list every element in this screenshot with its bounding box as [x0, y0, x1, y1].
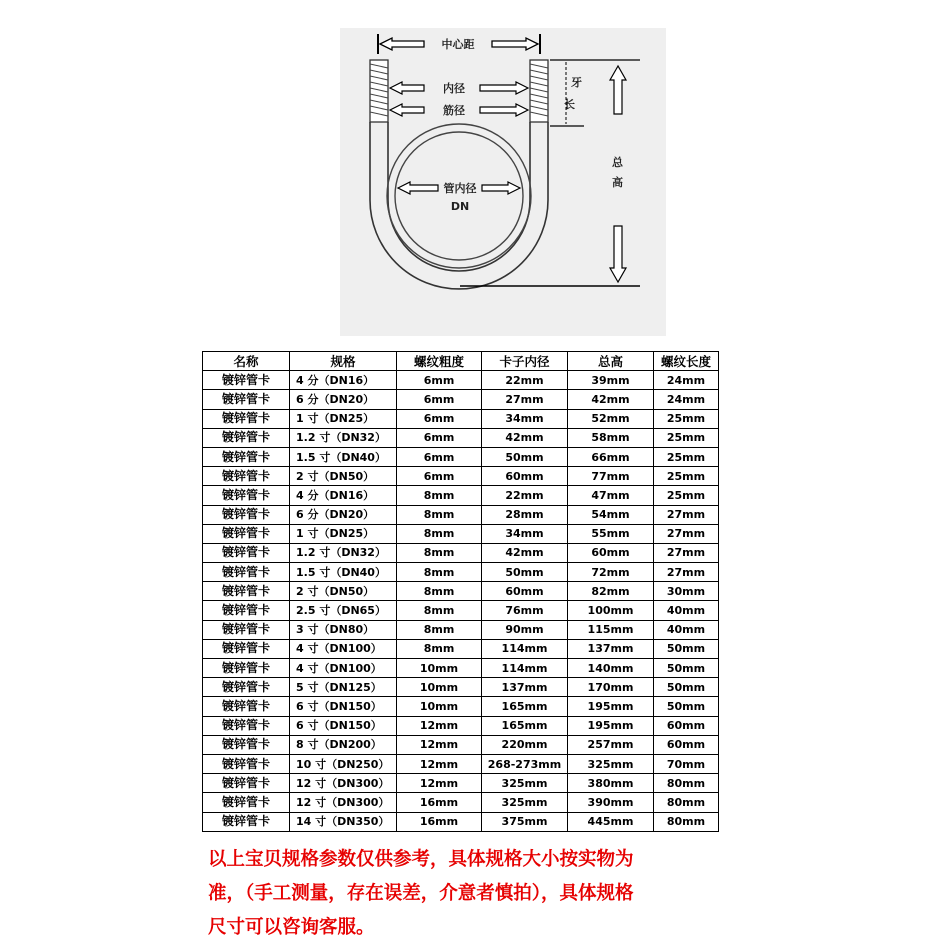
total-height-cell: 55mm	[568, 524, 654, 543]
spec-cell: 1.5 寸（DN40）	[290, 563, 397, 582]
total-height-cell: 380mm	[568, 774, 654, 793]
spec-cell: 12 寸（DN300）	[290, 793, 397, 812]
inner-diameter-cell: 60mm	[482, 467, 568, 486]
inner-diameter-cell: 165mm	[482, 716, 568, 735]
table-row	[203, 735, 719, 754]
inner-diameter-cell: 28mm	[482, 505, 568, 524]
thread-length-cell: 50mm	[654, 659, 719, 678]
name-cell: 镀锌管卡	[203, 467, 290, 486]
total-height-cell: 257mm	[568, 735, 654, 754]
table-row	[203, 505, 719, 524]
total-height-cell: 42mm	[568, 390, 654, 409]
thread-diameter-cell: 6mm	[397, 390, 482, 409]
name-cell: 镀锌管卡	[203, 793, 290, 812]
total-height-cell: 115mm	[568, 620, 654, 639]
total-height-cell: 445mm	[568, 812, 654, 831]
table-row	[203, 563, 719, 582]
rod-diameter-label: 筋径	[443, 104, 465, 117]
thread-diameter-cell: 6mm	[397, 447, 482, 466]
inner-diameter-cell: 114mm	[482, 639, 568, 658]
thread-diameter-cell: 12mm	[397, 735, 482, 754]
thread-diameter-cell: 10mm	[397, 678, 482, 697]
table-row	[203, 467, 719, 486]
spec-cell: 4 分（DN16）	[290, 486, 397, 505]
name-cell: 镀锌管卡	[203, 582, 290, 601]
spec-cell: 4 分（DN16）	[290, 371, 397, 390]
spec-cell: 6 分（DN20）	[290, 390, 397, 409]
name-cell: 镀锌管卡	[203, 505, 290, 524]
table-row	[203, 390, 719, 409]
thread-diameter-cell: 10mm	[397, 659, 482, 678]
inner-diameter-cell: 325mm	[482, 793, 568, 812]
thread-diameter-cell: 12mm	[397, 754, 482, 773]
thread-diameter-cell: 6mm	[397, 409, 482, 428]
table-row	[203, 716, 719, 735]
inner-diameter-cell: 114mm	[482, 659, 568, 678]
thread-length-cell: 27mm	[654, 563, 719, 582]
name-cell: 镀锌管卡	[203, 639, 290, 658]
inner-diameter-cell: 50mm	[482, 447, 568, 466]
spec-table-header	[203, 352, 719, 371]
table-row	[203, 428, 719, 447]
u-bolt-diagram	[340, 28, 666, 336]
spec-cell: 2 寸（DN50）	[290, 582, 397, 601]
inner-diameter-cell: 42mm	[482, 428, 568, 447]
table-row	[203, 812, 719, 831]
spec-cell: 14 寸（DN350）	[290, 812, 397, 831]
table-row	[203, 678, 719, 697]
thread-diameter-cell: 8mm	[397, 543, 482, 562]
thread-diameter-cell: 8mm	[397, 505, 482, 524]
thread-length-cell: 70mm	[654, 754, 719, 773]
total-height-cell: 390mm	[568, 793, 654, 812]
note-line-2: 准，（手工测量，存在误差，介意者慎拍），具体规格	[208, 883, 634, 904]
inner-diameter-label: 内径	[443, 82, 465, 95]
thread-length-cell: 50mm	[654, 678, 719, 697]
thread-length-cell: 80mm	[654, 774, 719, 793]
table-row	[203, 639, 719, 658]
name-cell: 镀锌管卡	[203, 524, 290, 543]
total-height-cell: 39mm	[568, 371, 654, 390]
name-cell: 镀锌管卡	[203, 754, 290, 773]
inner-diameter-cell: 137mm	[482, 678, 568, 697]
total-height-cell: 60mm	[568, 543, 654, 562]
inner-diameter-cell: 165mm	[482, 697, 568, 716]
thread-length-cell: 24mm	[654, 371, 719, 390]
table-row	[203, 697, 719, 716]
spec-cell: 8 寸（DN200）	[290, 735, 397, 754]
spec-cell: 2 寸（DN50）	[290, 467, 397, 486]
table-row	[203, 659, 719, 678]
total-height-cell: 66mm	[568, 447, 654, 466]
inner-diameter-cell: 34mm	[482, 524, 568, 543]
inner-diameter-cell: 268-273mm	[482, 754, 568, 773]
total-height-cell: 170mm	[568, 678, 654, 697]
total-height-label-1: 总	[612, 156, 623, 169]
spec-cell: 12 寸（DN300）	[290, 774, 397, 793]
total-height-cell: 195mm	[568, 716, 654, 735]
u-bolt-drawing	[340, 28, 666, 336]
table-row	[203, 620, 719, 639]
thread-diameter-cell: 10mm	[397, 697, 482, 716]
table-row	[203, 543, 719, 562]
inner-diameter-cell: 22mm	[482, 371, 568, 390]
total-height-cell: 325mm	[568, 754, 654, 773]
name-cell: 镀锌管卡	[203, 390, 290, 409]
thread-length-cell: 80mm	[654, 793, 719, 812]
thread-diameter-cell: 16mm	[397, 812, 482, 831]
spec-cell: 4 寸（DN100）	[290, 659, 397, 678]
spec-cell: 5 寸（DN125）	[290, 678, 397, 697]
total-height-cell: 52mm	[568, 409, 654, 428]
table-row	[203, 447, 719, 466]
column-header: 总高	[568, 352, 654, 371]
thread-diameter-cell: 8mm	[397, 524, 482, 543]
spec-cell: 1.5 寸（DN40）	[290, 447, 397, 466]
inner-diameter-cell: 220mm	[482, 735, 568, 754]
table-row	[203, 582, 719, 601]
thread-length-cell: 27mm	[654, 543, 719, 562]
thread-length-cell: 24mm	[654, 390, 719, 409]
thread-length-cell: 40mm	[654, 620, 719, 639]
thread-diameter-cell: 8mm	[397, 601, 482, 620]
inner-diameter-cell: 90mm	[482, 620, 568, 639]
total-height-cell: 82mm	[568, 582, 654, 601]
thread-length-cell: 27mm	[654, 505, 719, 524]
column-header: 规格	[290, 352, 397, 371]
spec-cell: 6 寸（DN150）	[290, 716, 397, 735]
table-row	[203, 486, 719, 505]
table-row	[203, 524, 719, 543]
column-header: 名称	[203, 352, 290, 371]
inner-diameter-cell: 22mm	[482, 486, 568, 505]
name-cell: 镀锌管卡	[203, 678, 290, 697]
name-cell: 镀锌管卡	[203, 601, 290, 620]
inner-diameter-cell: 42mm	[482, 543, 568, 562]
name-cell: 镀锌管卡	[203, 659, 290, 678]
total-height-cell: 137mm	[568, 639, 654, 658]
thread-diameter-cell: 6mm	[397, 428, 482, 447]
name-cell: 镀锌管卡	[203, 409, 290, 428]
thread-diameter-cell: 6mm	[397, 467, 482, 486]
inner-diameter-cell: 34mm	[482, 409, 568, 428]
name-cell: 镀锌管卡	[203, 697, 290, 716]
spec-cell: 10 寸（DN250）	[290, 754, 397, 773]
thread-diameter-cell: 8mm	[397, 582, 482, 601]
table-row	[203, 793, 719, 812]
table-row	[203, 601, 719, 620]
inner-diameter-cell: 50mm	[482, 563, 568, 582]
total-height-cell: 72mm	[568, 563, 654, 582]
pipe-dn-label: DN	[450, 200, 470, 213]
total-height-cell: 77mm	[568, 467, 654, 486]
thread-length-cell: 25mm	[654, 447, 719, 466]
note-line-1: 以上宝贝规格参数仅供参考，具体规格大小按实物为	[208, 849, 634, 870]
spec-cell: 1 寸（DN25）	[290, 409, 397, 428]
total-height-cell: 58mm	[568, 428, 654, 447]
spec-table	[202, 351, 719, 832]
inner-diameter-cell: 27mm	[482, 390, 568, 409]
thread-diameter-cell: 6mm	[397, 371, 482, 390]
table-row	[203, 409, 719, 428]
pipe-inner-label: 管内径	[443, 182, 477, 195]
name-cell: 镀锌管卡	[203, 563, 290, 582]
thread-length-label-1: 牙	[571, 76, 582, 89]
thread-length-cell: 25mm	[654, 486, 719, 505]
thread-length-cell: 60mm	[654, 716, 719, 735]
column-header: 螺纹长度	[654, 352, 719, 371]
column-header: 卡子内径	[482, 352, 568, 371]
name-cell: 镀锌管卡	[203, 543, 290, 562]
spec-cell: 1.2 寸（DN32）	[290, 428, 397, 447]
thread-diameter-cell: 8mm	[397, 639, 482, 658]
name-cell: 镀锌管卡	[203, 716, 290, 735]
name-cell: 镀锌管卡	[203, 428, 290, 447]
thread-length-label-2: 长	[564, 98, 575, 111]
name-cell: 镀锌管卡	[203, 447, 290, 466]
thread-length-cell: 25mm	[654, 409, 719, 428]
inner-diameter-cell: 76mm	[482, 601, 568, 620]
thread-diameter-cell: 8mm	[397, 620, 482, 639]
name-cell: 镀锌管卡	[203, 774, 290, 793]
table-row	[203, 774, 719, 793]
thread-length-cell: 60mm	[654, 735, 719, 754]
center-distance-label: 中心距	[441, 38, 475, 51]
column-header: 螺纹粗度	[397, 352, 482, 371]
spec-cell: 4 寸（DN100）	[290, 639, 397, 658]
thread-length-cell: 80mm	[654, 812, 719, 831]
total-height-cell: 47mm	[568, 486, 654, 505]
thread-diameter-cell: 12mm	[397, 774, 482, 793]
spec-cell: 2.5 寸（DN65）	[290, 601, 397, 620]
note-line-3: 尺寸可以咨询客服。	[208, 917, 375, 938]
total-height-label-2: 高	[612, 176, 623, 189]
spec-cell: 3 寸（DN80）	[290, 620, 397, 639]
total-height-cell: 54mm	[568, 505, 654, 524]
spec-cell: 6 寸（DN150）	[290, 697, 397, 716]
table-row	[203, 371, 719, 390]
thread-diameter-cell: 16mm	[397, 793, 482, 812]
spec-cell: 1.2 寸（DN32）	[290, 543, 397, 562]
table-row	[203, 754, 719, 773]
thread-diameter-cell: 8mm	[397, 486, 482, 505]
total-height-cell: 100mm	[568, 601, 654, 620]
thread-length-cell: 25mm	[654, 428, 719, 447]
inner-diameter-cell: 375mm	[482, 812, 568, 831]
thread-length-cell: 27mm	[654, 524, 719, 543]
thread-diameter-cell: 12mm	[397, 716, 482, 735]
thread-length-cell: 25mm	[654, 467, 719, 486]
spec-cell: 1 寸（DN25）	[290, 524, 397, 543]
spec-table-body	[203, 371, 719, 832]
disclaimer-note	[208, 843, 728, 945]
total-height-cell: 195mm	[568, 697, 654, 716]
inner-diameter-cell: 60mm	[482, 582, 568, 601]
name-cell: 镀锌管卡	[203, 486, 290, 505]
header-row	[203, 352, 719, 371]
name-cell: 镀锌管卡	[203, 371, 290, 390]
thread-length-cell: 30mm	[654, 582, 719, 601]
thread-length-cell: 40mm	[654, 601, 719, 620]
total-height-cell: 140mm	[568, 659, 654, 678]
inner-diameter-cell: 325mm	[482, 774, 568, 793]
thread-diameter-cell: 8mm	[397, 563, 482, 582]
spec-cell: 6 分（DN20）	[290, 505, 397, 524]
name-cell: 镀锌管卡	[203, 735, 290, 754]
thread-length-cell: 50mm	[654, 697, 719, 716]
name-cell: 镀锌管卡	[203, 812, 290, 831]
thread-length-cell: 50mm	[654, 639, 719, 658]
name-cell: 镀锌管卡	[203, 620, 290, 639]
